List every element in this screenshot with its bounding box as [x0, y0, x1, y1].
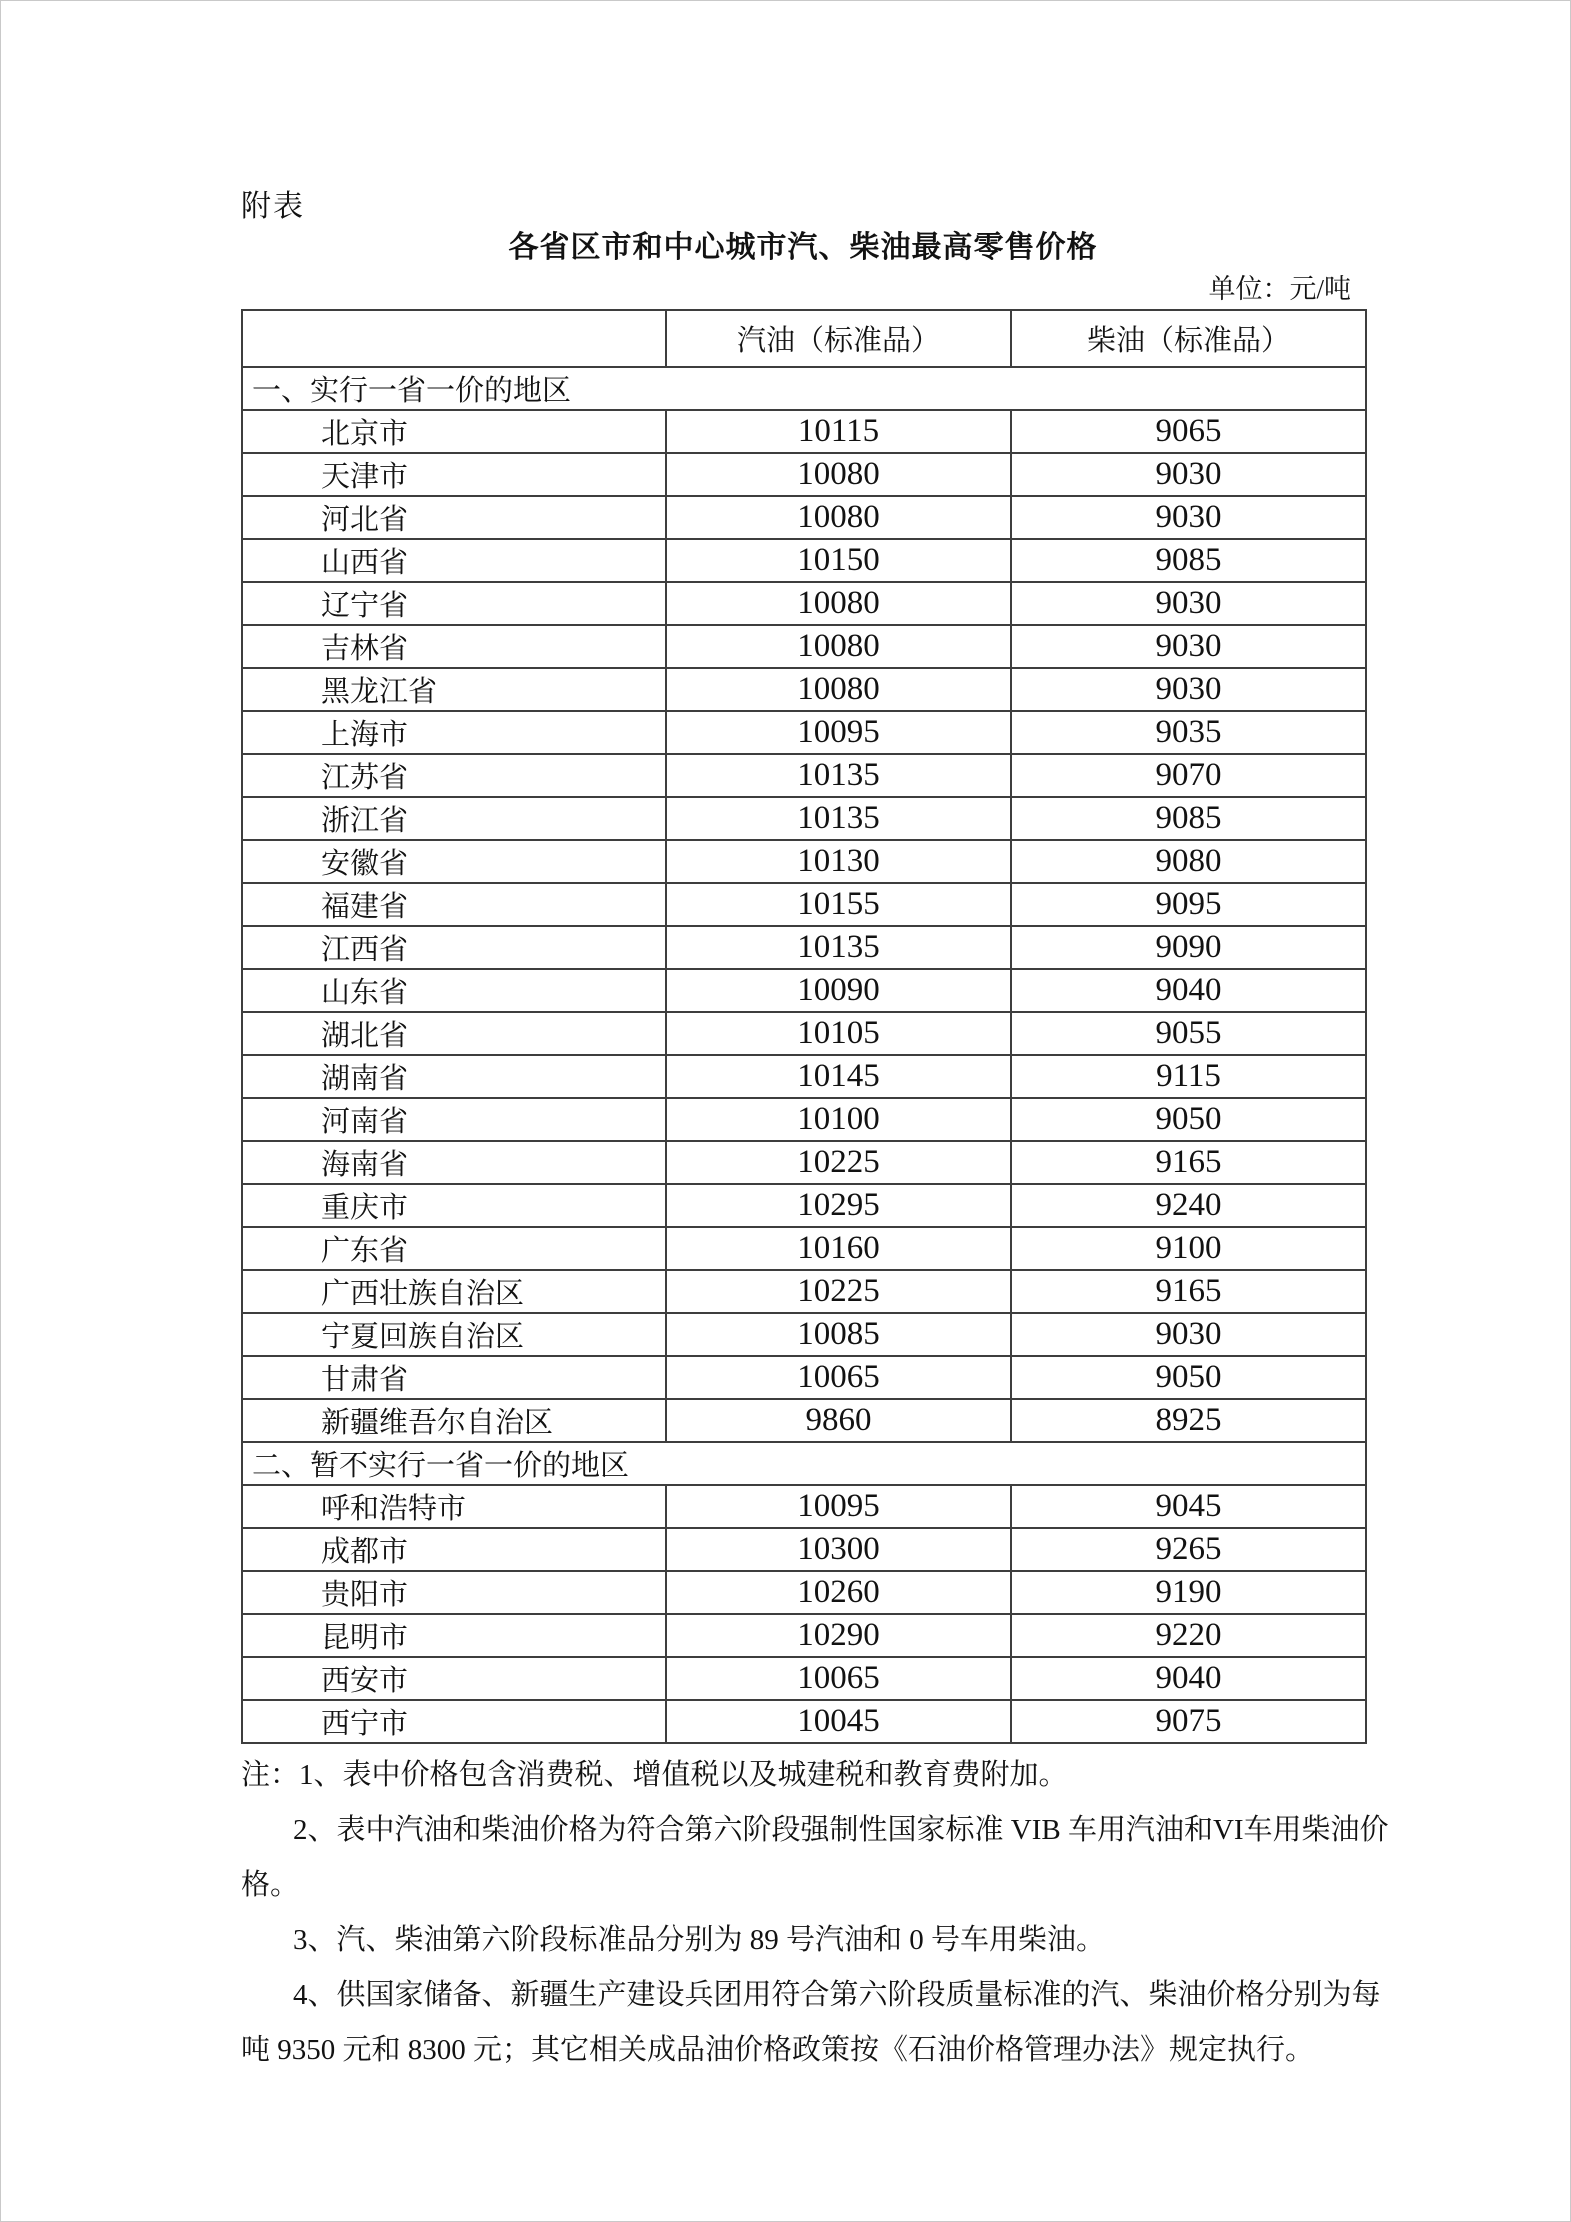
table-row	[242, 840, 1366, 883]
region-cell: 海南省	[242, 1141, 666, 1184]
diesel-price-cell: 9090	[1011, 926, 1366, 969]
region-cell: 江西省	[242, 926, 666, 969]
gasoline-price-cell: 10080	[666, 625, 1011, 668]
diesel-price-cell: 9085	[1011, 539, 1366, 582]
table-row	[242, 1098, 1366, 1141]
table-row	[242, 1012, 1366, 1055]
region-cell: 黑龙江省	[242, 668, 666, 711]
gasoline-price-cell: 10290	[666, 1614, 1011, 1657]
region-cell: 浙江省	[242, 797, 666, 840]
diesel-price-cell: 9030	[1011, 582, 1366, 625]
gasoline-price-cell: 10150	[666, 539, 1011, 582]
region-cell: 甘肃省	[242, 1356, 666, 1399]
diesel-price-cell: 9040	[1011, 969, 1366, 1012]
unit-label: 单位：元/吨	[1208, 274, 1351, 304]
diesel-price-cell: 9040	[1011, 1657, 1366, 1700]
price-table-body	[242, 367, 1366, 1743]
table-row	[242, 1141, 1366, 1184]
gasoline-price-cell: 10225	[666, 1270, 1011, 1313]
table-row	[242, 1270, 1366, 1313]
price-table-header	[242, 310, 1366, 367]
gasoline-price-cell: 10065	[666, 1657, 1011, 1700]
region-cell: 广东省	[242, 1227, 666, 1270]
note-line: 吨 9350 元和 8300 元；其它相关成品油价格政策按《石油价格管理办法》规定执行。	[241, 2034, 1315, 2066]
diesel-price-cell: 9035	[1011, 711, 1366, 754]
region-cell: 西安市	[242, 1657, 666, 1700]
region-cell: 辽宁省	[242, 582, 666, 625]
table-row	[242, 1313, 1366, 1356]
diesel-price-cell: 9045	[1011, 1485, 1366, 1528]
gasoline-price-cell: 10160	[666, 1227, 1011, 1270]
table-row	[242, 969, 1366, 1012]
region-cell: 河南省	[242, 1098, 666, 1141]
diesel-price-cell: 9065	[1011, 410, 1366, 453]
table-row	[242, 711, 1366, 754]
gasoline-price-cell: 10225	[666, 1141, 1011, 1184]
gasoline-price-cell: 10085	[666, 1313, 1011, 1356]
diesel-price-cell: 9030	[1011, 496, 1366, 539]
region-cell: 河北省	[242, 496, 666, 539]
diesel-price-cell: 9075	[1011, 1700, 1366, 1743]
region-cell: 吉林省	[242, 625, 666, 668]
price-table	[241, 309, 1367, 1744]
table-row	[242, 1614, 1366, 1657]
gasoline-price-cell: 10080	[666, 453, 1011, 496]
table-row	[242, 797, 1366, 840]
diesel-price-cell: 9050	[1011, 1356, 1366, 1399]
note-line: 4、供国家储备、新疆生产建设兵团用符合第六阶段质量标准的汽、柴油价格分别为每	[293, 1979, 1381, 2011]
gasoline-price-cell: 10135	[666, 926, 1011, 969]
diesel-price-cell: 9085	[1011, 797, 1366, 840]
section-header-row	[242, 1442, 1366, 1485]
table-row	[242, 539, 1366, 582]
gasoline-price-cell: 10135	[666, 754, 1011, 797]
gasoline-price-cell: 10080	[666, 582, 1011, 625]
region-cell: 江苏省	[242, 754, 666, 797]
diesel-price-cell: 9190	[1011, 1571, 1366, 1614]
table-row	[242, 1055, 1366, 1098]
gasoline-price-cell: 10080	[666, 496, 1011, 539]
region-cell: 北京市	[242, 410, 666, 453]
gasoline-price-cell: 10145	[666, 1055, 1011, 1098]
gasoline-price-cell: 10130	[666, 840, 1011, 883]
gasoline-price-cell: 10065	[666, 1356, 1011, 1399]
gasoline-price-cell: 10155	[666, 883, 1011, 926]
attachment-label: 附表	[241, 190, 305, 223]
gasoline-price-cell: 10295	[666, 1184, 1011, 1227]
gasoline-price-cell: 10135	[666, 797, 1011, 840]
table-row	[242, 668, 1366, 711]
region-cell: 呼和浩特市	[242, 1485, 666, 1528]
note-line: 格。	[241, 1869, 300, 1901]
table-row	[242, 1700, 1366, 1743]
table-row	[242, 453, 1366, 496]
region-cell: 贵阳市	[242, 1571, 666, 1614]
region-column-header	[242, 310, 666, 367]
diesel-price-cell: 9030	[1011, 1313, 1366, 1356]
diesel-price-cell: 9265	[1011, 1528, 1366, 1571]
table-row	[242, 1657, 1366, 1700]
diesel-price-cell: 9095	[1011, 883, 1366, 926]
table-row	[242, 1528, 1366, 1571]
diesel-price-cell: 9050	[1011, 1098, 1366, 1141]
table-row	[242, 496, 1366, 539]
diesel-price-cell: 9055	[1011, 1012, 1366, 1055]
table-row	[242, 1356, 1366, 1399]
gasoline-price-cell: 9860	[666, 1399, 1011, 1442]
region-cell: 昆明市	[242, 1614, 666, 1657]
region-cell: 山东省	[242, 969, 666, 1012]
region-cell: 宁夏回族自治区	[242, 1313, 666, 1356]
diesel-price-cell: 9030	[1011, 453, 1366, 496]
page-title: 各省区市和中心城市汽、柴油最高零售价格	[508, 231, 1098, 264]
note-line: 注：1、表中价格包含消费税、增值税以及城建税和教育费附加。	[241, 1759, 1068, 1791]
diesel-price-cell: 9070	[1011, 754, 1366, 797]
gasoline-price-cell: 10115	[666, 410, 1011, 453]
region-cell: 湖南省	[242, 1055, 666, 1098]
gasoline-price-cell: 10095	[666, 1485, 1011, 1528]
gasoline-price-cell: 10090	[666, 969, 1011, 1012]
table-row	[242, 1485, 1366, 1528]
gasoline-price-cell: 10300	[666, 1528, 1011, 1571]
gasoline-price-cell: 10105	[666, 1012, 1011, 1055]
region-cell: 福建省	[242, 883, 666, 926]
section-header-label: 一、实行一省一价的地区	[242, 367, 1366, 410]
note-line: 2、表中汽油和柴油价格为符合第六阶段强制性国家标准 VIB 车用汽油和VI车用柴油价	[293, 1814, 1389, 1846]
section-header-label: 二、暂不实行一省一价的地区	[242, 1442, 1366, 1485]
gasoline-column-header: 汽油（标准品）	[666, 310, 1011, 367]
table-row	[242, 1184, 1366, 1227]
region-cell: 重庆市	[242, 1184, 666, 1227]
table-row	[242, 1571, 1366, 1614]
header-row	[242, 310, 1366, 367]
table-row	[242, 410, 1366, 453]
region-cell: 天津市	[242, 453, 666, 496]
region-cell: 上海市	[242, 711, 666, 754]
region-cell: 成都市	[242, 1528, 666, 1571]
diesel-price-cell: 9115	[1011, 1055, 1366, 1098]
diesel-price-cell: 9080	[1011, 840, 1366, 883]
notes	[241, 1748, 1389, 2078]
diesel-column-header: 柴油（标准品）	[1011, 310, 1366, 367]
section-header-row	[242, 367, 1366, 410]
note-line: 3、汽、柴油第六阶段标准品分别为 89 号汽油和 0 号车用柴油。	[293, 1924, 1106, 1956]
table-row	[242, 1227, 1366, 1270]
region-cell: 山西省	[242, 539, 666, 582]
diesel-price-cell: 8925	[1011, 1399, 1366, 1442]
region-cell: 广西壮族自治区	[242, 1270, 666, 1313]
gasoline-price-cell: 10095	[666, 711, 1011, 754]
region-cell: 西宁市	[242, 1700, 666, 1743]
diesel-price-cell: 9165	[1011, 1270, 1366, 1313]
diesel-price-cell: 9030	[1011, 625, 1366, 668]
region-cell: 湖北省	[242, 1012, 666, 1055]
diesel-price-cell: 9240	[1011, 1184, 1366, 1227]
diesel-price-cell: 9030	[1011, 668, 1366, 711]
table-row	[242, 926, 1366, 969]
table-row	[242, 582, 1366, 625]
gasoline-price-cell: 10100	[666, 1098, 1011, 1141]
table-row	[242, 754, 1366, 797]
table-row	[242, 625, 1366, 668]
gasoline-price-cell: 10260	[666, 1571, 1011, 1614]
region-cell: 新疆维吾尔自治区	[242, 1399, 666, 1442]
diesel-price-cell: 9220	[1011, 1614, 1366, 1657]
table-row	[242, 1399, 1366, 1442]
diesel-price-cell: 9165	[1011, 1141, 1366, 1184]
gasoline-price-cell: 10080	[666, 668, 1011, 711]
diesel-price-cell: 9100	[1011, 1227, 1366, 1270]
region-cell: 安徽省	[242, 840, 666, 883]
table-row	[242, 883, 1366, 926]
gasoline-price-cell: 10045	[666, 1700, 1011, 1743]
